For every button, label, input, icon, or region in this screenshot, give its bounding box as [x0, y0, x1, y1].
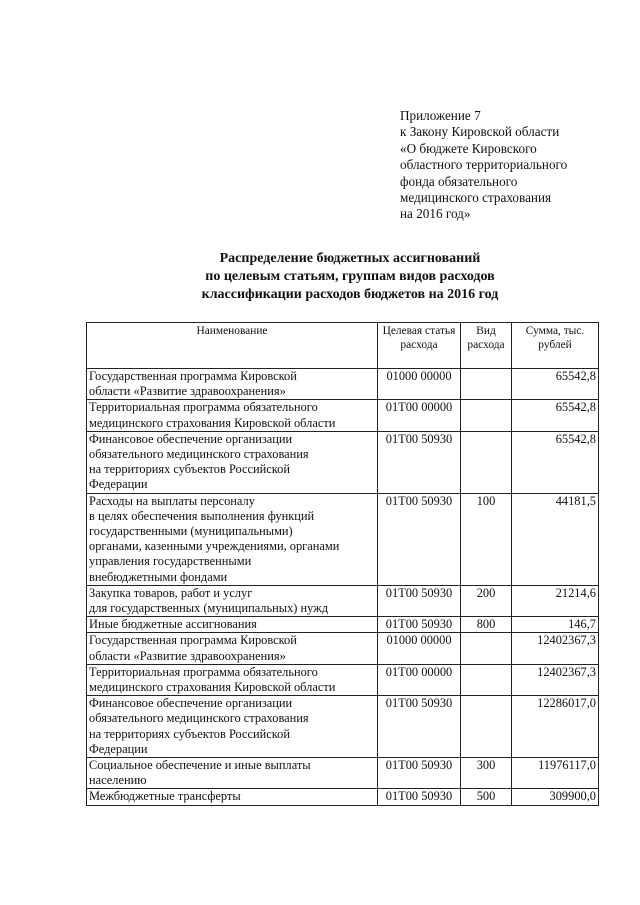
cell-name-line: обязательного медицинского страхования: [89, 447, 309, 462]
cell-sum: 12402367,3: [512, 633, 599, 664]
cell-name-line: Федерации: [89, 741, 148, 756]
table-row: [87, 758, 599, 789]
cell-name-line: Расходы на выплаты персоналу: [89, 493, 255, 508]
cell-sum: 65542,8: [512, 400, 599, 431]
cell-name: [87, 664, 378, 695]
cell-type: 300: [461, 758, 512, 789]
cell-type: [461, 633, 512, 664]
title-line: классификации расходов бюджетов на 2016 год: [201, 287, 499, 302]
cell-name-line: управления государственными: [89, 554, 252, 569]
cell-name-line: Межбюджетные трансферты: [89, 789, 241, 804]
cell-name-line: на территориях субъектов Российской: [89, 462, 291, 477]
table-row: [87, 664, 599, 695]
table-row: [87, 789, 599, 805]
cell-code: 01Т00 50930: [378, 617, 461, 633]
cell-code: 01Т00 00000: [378, 664, 461, 695]
cell-sum: 65542,8: [512, 431, 599, 493]
cell-name: [87, 369, 378, 400]
cell-name-line: Иные бюджетные ассигнования: [89, 617, 257, 632]
header-sum: Сумма, тыс. рублей: [512, 323, 599, 369]
table-row: [87, 400, 599, 431]
cell-name-line: на территориях субъектов Российской: [89, 726, 291, 741]
cell-sum: 12286017,0: [512, 696, 599, 758]
cell-name: [87, 431, 378, 493]
cell-sum: 44181,5: [512, 493, 599, 585]
table-body: [87, 369, 599, 806]
budget-table: [86, 322, 599, 806]
cell-code: 01Т00 50930: [378, 493, 461, 585]
cell-code: 01Т00 50930: [378, 431, 461, 493]
cell-name-line: медицинского страхования Кировской области: [89, 680, 336, 695]
cell-name-line: Федерации: [89, 477, 148, 492]
cell-name-line: населению: [89, 773, 147, 788]
header-name: Наименование: [87, 323, 378, 369]
cell-name-line: области «Развитие здравоохранения»: [89, 384, 286, 399]
cell-name-line: Территориальная программа обязательного: [89, 400, 318, 415]
cell-name-line: Социальное обеспечение и иные выплаты: [89, 758, 311, 773]
appendix-note: [400, 108, 630, 223]
table-row: [87, 369, 599, 400]
cell-name: [87, 696, 378, 758]
cell-name-line: Территориальная программа обязательного: [89, 664, 318, 679]
cell-type: 800: [461, 617, 512, 633]
cell-name-line: для государственных (муниципальных) нужд: [89, 601, 329, 616]
cell-name-line: Финансовое обеспечение организации: [89, 696, 293, 711]
cell-name-line: медицинского страхования Кировской области: [89, 415, 336, 430]
table-row: [87, 633, 599, 664]
appendix-line: фонда обязательного: [400, 173, 518, 189]
cell-sum: 309900,0: [512, 789, 599, 805]
appendix-line: Приложение 7: [400, 108, 481, 123]
cell-sum: 12402367,3: [512, 664, 599, 695]
cell-name: [87, 789, 378, 805]
cell-name-line: Финансовое обеспечение организации: [89, 431, 293, 446]
appendix-line: к Закону Кировской области: [400, 124, 560, 140]
cell-name-line: области «Развитие здравоохранения»: [89, 648, 286, 663]
header-type: Вид расхода: [461, 323, 512, 369]
table-row: [87, 617, 599, 633]
title-line: по целевым статьям, группам видов расходов: [205, 269, 495, 284]
cell-name-line: Государственная программа Кировской: [89, 369, 297, 383]
cell-sum: 11976117,0: [512, 758, 599, 789]
cell-name: [87, 400, 378, 431]
cell-code: 01Т00 00000: [378, 400, 461, 431]
cell-type: [461, 696, 512, 758]
cell-sum: 146,7: [512, 617, 599, 633]
table-row: [87, 431, 599, 493]
cell-name-line: государственными (муниципальными): [89, 524, 293, 539]
table-row: [87, 696, 599, 758]
cell-name-line: внебюджетными фондами: [89, 569, 228, 584]
cell-sum: 65542,8: [512, 369, 599, 400]
appendix-line: медицинского страхования: [400, 190, 552, 206]
cell-name: [87, 585, 378, 616]
appendix-line: «О бюджете Кировского: [400, 140, 537, 156]
cell-name-line: Государственная программа Кировской: [89, 633, 297, 648]
cell-code: 01000 00000: [378, 369, 461, 400]
cell-name: [87, 493, 378, 585]
table-row: [87, 585, 599, 616]
header-code: Целевая статья расхода: [378, 323, 461, 369]
appendix-line: на 2016 год»: [400, 206, 471, 222]
cell-sum: 21214,6: [512, 585, 599, 616]
cell-type: 200: [461, 585, 512, 616]
cell-name: [87, 617, 378, 633]
cell-type: 500: [461, 789, 512, 805]
cell-code: 01Т00 50930: [378, 789, 461, 805]
cell-code: 01000 00000: [378, 633, 461, 664]
table-header-row: [87, 323, 599, 369]
cell-type: [461, 664, 512, 695]
cell-type: [461, 400, 512, 431]
cell-type: [461, 369, 512, 400]
cell-type: 100: [461, 493, 512, 585]
cell-code: 01Т00 50930: [378, 758, 461, 789]
cell-name-line: органами, казенными учреждениями, органами: [89, 539, 340, 554]
cell-name-line: Закупка товаров, работ и услуг: [89, 585, 253, 600]
cell-name: [87, 633, 378, 664]
cell-name-line: обязательного медицинского страхования: [89, 711, 309, 726]
table-row: [87, 493, 599, 585]
appendix-line: областного территориального: [400, 157, 568, 173]
document-title: [120, 250, 580, 304]
cell-type: [461, 431, 512, 493]
title-line: Распределение бюджетных ассигнований: [219, 251, 481, 266]
cell-code: 01Т00 50930: [378, 696, 461, 758]
cell-name-line: в целях обеспечения выполнения функций: [89, 508, 315, 523]
cell-code: 01Т00 50930: [378, 585, 461, 616]
cell-name: [87, 758, 378, 789]
